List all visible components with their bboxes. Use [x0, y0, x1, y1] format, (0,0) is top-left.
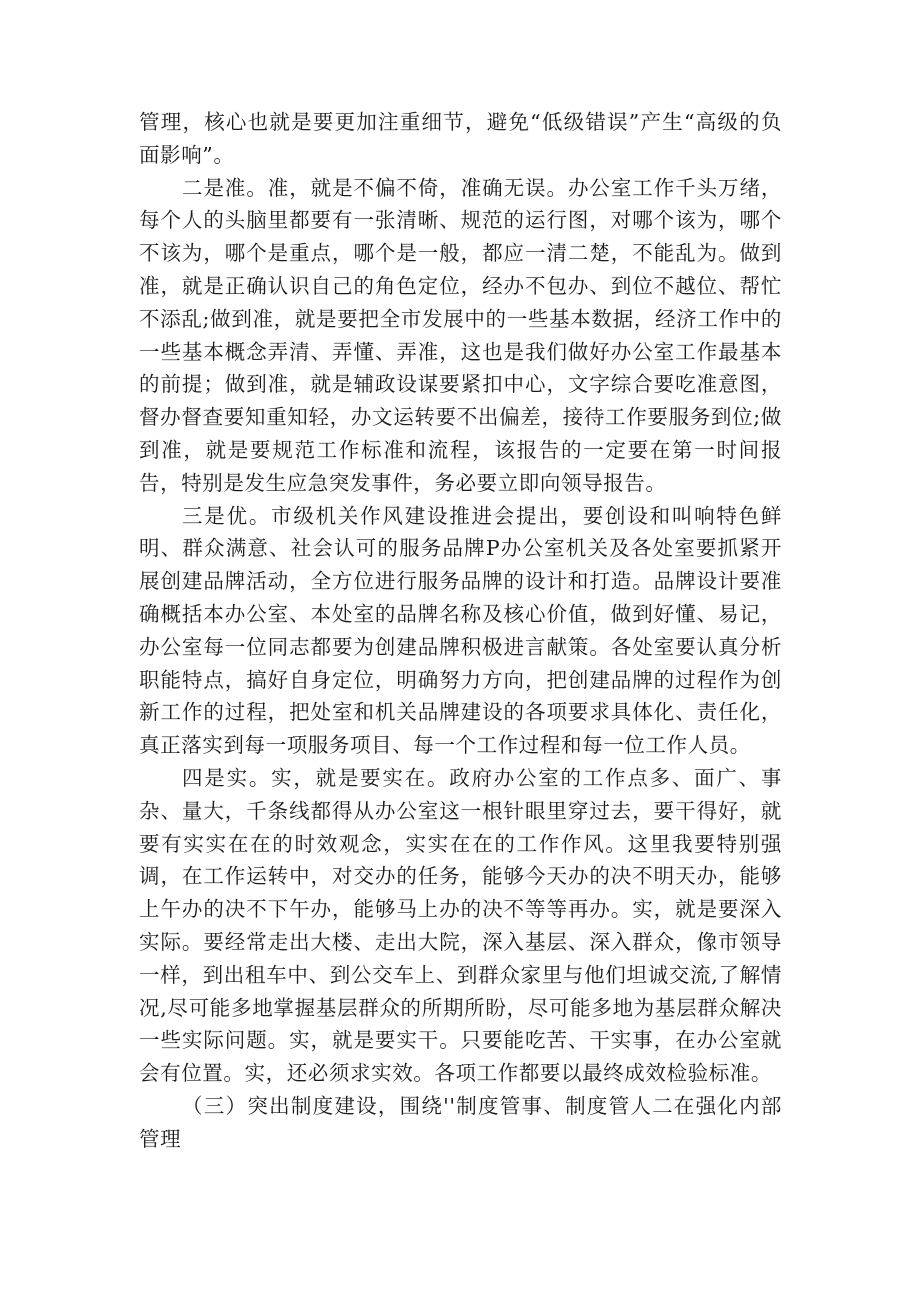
- section-heading-institution-building: （三）突出制度建设，围绕''制度管事、制度管人二在强化内部管理: [139, 1093, 782, 1151]
- paragraph-accuracy: 二是准。准，就是不偏不倚，准确无误。办公室工作千头万绪，每个人的头脑里都要有一张清晰、规范的运行图，对哪个该为，哪个不该为，哪个是重点，哪个是一般，都应一清二楚，不能乱为。做到准，就是正确认识自己的角色定位，经办不包办、到位不越位、帮忙不添乱;做到准，就是要把全市发展中的一些基本数据，经济工作中的一些基本概念弄清、弄懂、弄准，这也是我们做好办公室工作最基本的前提；做到准，就是辅政设谋要紧扣中心，文字综合要吃准意图，督办督查要知重知轻，办文运转要不出偏差，接待工作要服务到位;做到准，就是要规范工作标准和流程，该报告的一定要在第一时间报告，特别是发生应急突发事件，务必要立即向领导报告。: [139, 175, 782, 495]
- document-body: [139, 106, 782, 1156]
- paragraph-practicality: 四是实。实，就是要实在。政府办公室的工作点多、面广、事杂、量大，千条线都得从办公室这一根针眼里穿过去，要干得好，就要有实实在在的时效观念，实实在在的工作作风。这里我要特别强调，在工作运转中，对交办的任务，能够今天办的决不明天办，能够上午办的决不下午办，能够马上办的决不等等再办。实，就是要深入实际。要经常走出大楼、走出大院，深入基层、深入群众，像市领导一样，到出租车中、到公交车上、到群众家里与他们坦诚交流,了解情况,尽可能多地掌握基层群众的所期所盼，尽可能多地为基层群众解决一些实际问题。实，就是要实干。只要能吃苦、干实事，在办公室就会有位置。实，还必须求实效。各项工作都要以最终成效检验标准。: [139, 765, 782, 1086]
- paragraph-continuation: 管理，核心也就是要更加注重细节，避免“低级错误”产生“高级的负面影响”。: [139, 110, 782, 167]
- paragraph-excellence: 三是优。市级机关作风建设推进会提出，要创设和叫响特色鲜明、群众满意、社会认可的服务品牌P办公室机关及各处室要抓紧开展创建品牌活动，全方位进行服务品牌的设计和打造。品牌设计要准确概括本办公室、本处室的品牌名称及核心价值，做到好懂、易记，办公室每一位同志都要为创建品牌积极进言献策。各处室要认真分析职能特点，搞好自身定位，明确努力方向，把创建品牌的过程作为创新工作的过程，把处室和机关品牌建设的各项要求具体化、责任化，真正落实到每一项服务项目、每一个工作过程和每一位工作人员。: [139, 503, 782, 758]
